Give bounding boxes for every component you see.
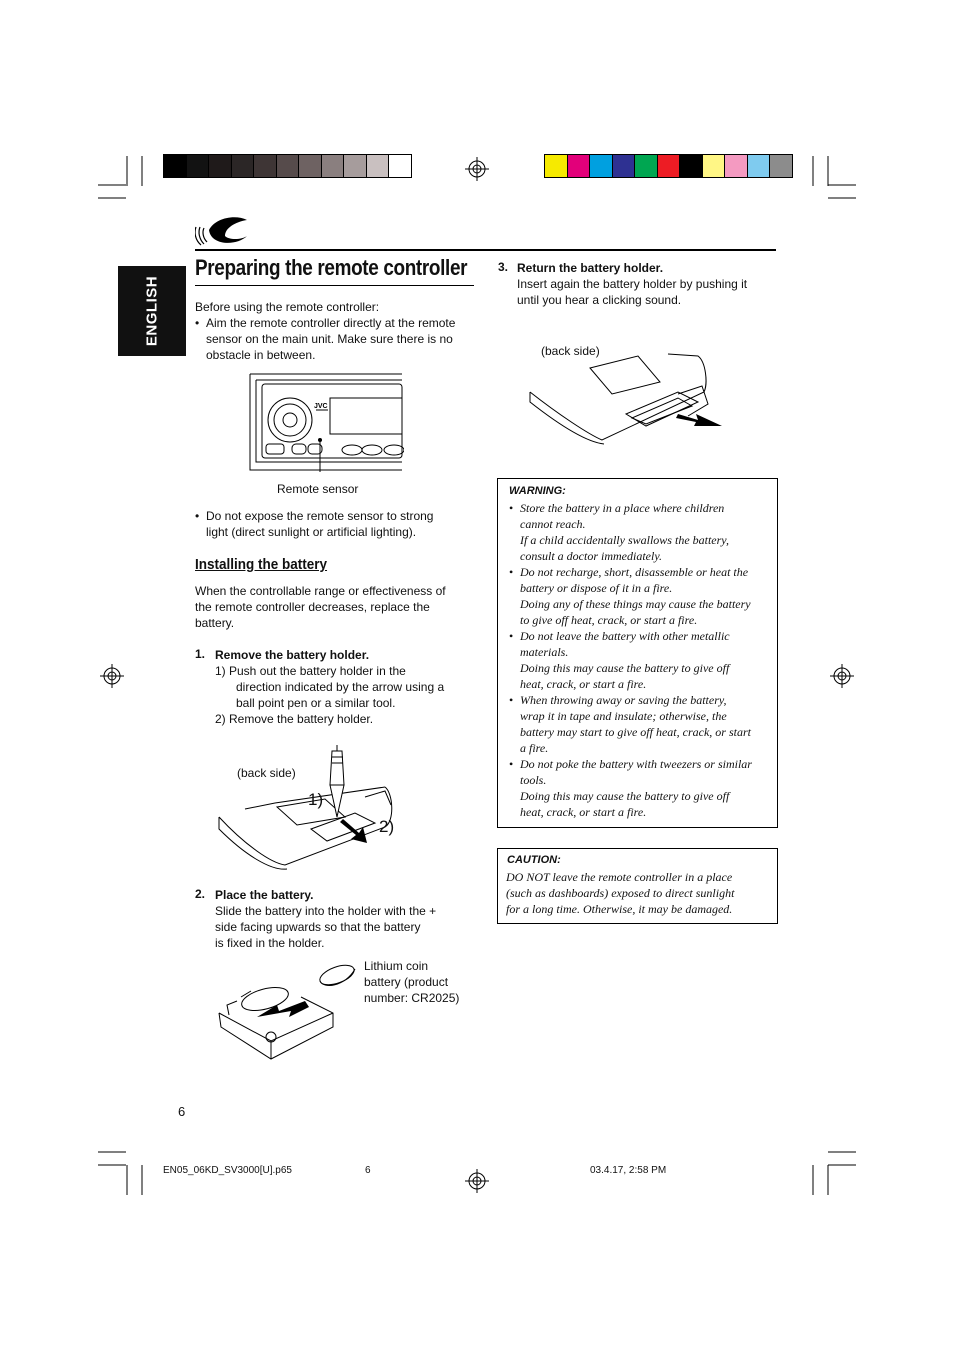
warning-heading: WARNING: bbox=[509, 485, 566, 497]
gray-swatch bbox=[187, 155, 210, 177]
step2-text: Slide the battery into the holder with the + side facing upwards so that the battery is fixed in the holder. bbox=[215, 904, 437, 950]
warning-item: • Do not poke the battery with tweezers or similar tools. Doing this may cause the battery to give off heat, crack, or start a fire. bbox=[509, 757, 752, 819]
color-swatch bbox=[725, 155, 748, 177]
install-intro-text: When the controllable range or effectiveness of the remote controller decreases, replace the battery. bbox=[195, 584, 446, 630]
back-side-caption-2: (back side) bbox=[541, 344, 600, 358]
gray-swatch bbox=[164, 155, 187, 177]
warning-item: • Do not recharge, short, disassemble or heat the battery or dispose of it in a fire. Doing any of these things may cause the battery to give off heat, crack, or start a fire. bbox=[509, 565, 751, 627]
step1-substep2: 2) Remove the battery holder. bbox=[215, 712, 374, 726]
warning-item: • Store the battery in a place where children cannot reach. If a child accidentally swallows the battery, consult a doctor immediately. bbox=[509, 501, 729, 563]
figure-label-1: 1) bbox=[308, 790, 324, 809]
page-number: 6 bbox=[178, 1104, 186, 1119]
header-rule bbox=[195, 249, 776, 251]
step1-substep1: 1) Push out the battery holder in the direction indicated by the arrow using a ball point pen or a similar tool. bbox=[215, 664, 445, 710]
color-swatch bbox=[703, 155, 726, 177]
step1-number: 1. bbox=[195, 647, 206, 661]
color-swatch bbox=[748, 155, 771, 177]
bullet-aim-remote: • Aim the remote controller directly at the remote sensor on the main unit. Make sure there is no obstacle in between. bbox=[195, 316, 456, 362]
caution-heading: CAUTION: bbox=[507, 854, 561, 866]
brand-logo-text: JVC bbox=[314, 403, 328, 410]
color-swatch bbox=[658, 155, 681, 177]
footer-page: 6 bbox=[365, 1165, 371, 1176]
gray-swatch bbox=[299, 155, 322, 177]
return-holder-illustration bbox=[528, 352, 728, 448]
section-swoosh-logo bbox=[195, 212, 251, 246]
remote-sensor-caption: Remote sensor bbox=[277, 482, 359, 496]
warning-item: • When throwing away or saving the battery, wrap it in tape and insulate; otherwise, the battery may start to give off heat, crack, or start a fire. bbox=[509, 693, 751, 755]
installing-battery-heading: Installing the battery bbox=[195, 556, 328, 573]
step2-number: 2. bbox=[195, 887, 206, 901]
footer-date: 03.4.17, 2:58 PM bbox=[590, 1165, 667, 1176]
back-side-caption-1: (back side) bbox=[237, 766, 296, 780]
lithium-battery-caption: Lithium coin battery (product number: CR2025) bbox=[364, 959, 460, 1005]
title-underline bbox=[195, 285, 474, 286]
gray-swatch bbox=[389, 155, 411, 177]
footer-filename: EN05_06KD_SV3000[U].p65 bbox=[163, 1165, 292, 1176]
color-swatch bbox=[680, 155, 703, 177]
gray-swatch bbox=[254, 155, 277, 177]
gray-swatch bbox=[367, 155, 390, 177]
color-swatch bbox=[613, 155, 636, 177]
gray-swatch bbox=[209, 155, 232, 177]
step3-title: Return the battery holder. bbox=[517, 261, 664, 275]
warning-item: • Do not leave the battery with other metallic materials. Doing this may cause the battery to give off heat, crack, or start a fire. bbox=[509, 629, 730, 691]
gray-swatch bbox=[232, 155, 255, 177]
caution-text: DO NOT leave the remote controller in a place (such as dashboards) exposed to direct sunlight for a long time. Otherwise, it may be damaged. bbox=[506, 870, 735, 916]
color-swatch bbox=[568, 155, 591, 177]
language-tab-label: ENGLISH bbox=[143, 275, 161, 347]
bullet-no-strong-light: • Do not expose the remote sensor to strong light (direct sunlight or artificial lighting). bbox=[195, 509, 434, 539]
color-swatch bbox=[590, 155, 613, 177]
step2-title: Place the battery. bbox=[215, 888, 314, 902]
color-swatch bbox=[545, 155, 568, 177]
intro-text: Before using the remote controller: bbox=[195, 300, 380, 314]
color-swatch bbox=[770, 155, 792, 177]
gray-swatch bbox=[322, 155, 345, 177]
step3-number: 3. bbox=[498, 260, 509, 274]
grayscale-calibration-bar bbox=[163, 154, 412, 178]
color-calibration-bar bbox=[544, 154, 793, 178]
figure-label-2: 2) bbox=[379, 817, 395, 836]
color-swatch bbox=[635, 155, 658, 177]
gray-swatch bbox=[277, 155, 300, 177]
gray-swatch bbox=[344, 155, 367, 177]
step1-title: Remove the battery holder. bbox=[215, 648, 370, 662]
place-battery-illustration bbox=[215, 955, 365, 1065]
main-unit-illustration bbox=[248, 372, 404, 472]
language-tab bbox=[118, 266, 186, 356]
step3-text: Insert again the battery holder by pushing it until you hear a clicking sound. bbox=[517, 277, 748, 307]
page-title: Preparing the remote controller bbox=[195, 255, 468, 280]
